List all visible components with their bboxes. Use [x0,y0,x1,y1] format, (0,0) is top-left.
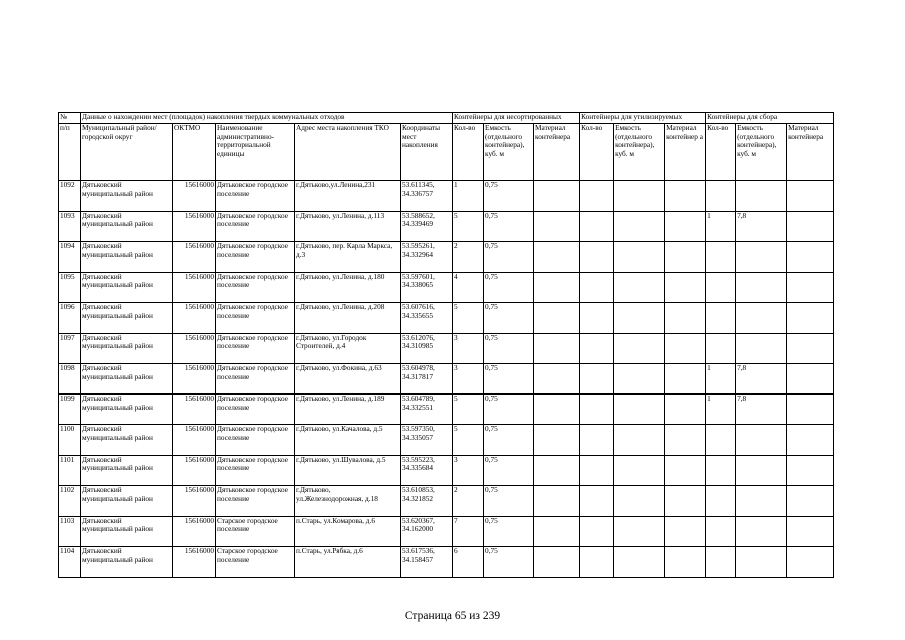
row-unsorted-material [534,425,580,456]
row-collect-material [787,394,834,425]
row-collect-capacity: 7,8 [736,364,787,395]
row-unsorted-material [534,486,580,517]
row-recycled-capacity [614,211,665,242]
header-district: Муниципальный район/городской округ [81,124,173,181]
row-recycled-material [665,425,706,456]
row-unsorted-material [534,394,580,425]
header-number: № [59,113,81,124]
row-district: Дятьковский муниципальный район [81,181,173,212]
row-unsorted-material [534,455,580,486]
row-collect-capacity [736,425,787,456]
header-group-unsorted: Контейнеры для несортированных [453,113,580,124]
header-recycled-material: Материал контейнер а [665,124,706,181]
row-oktmo: 15616000 [173,181,216,212]
row-recycled-capacity [614,455,665,486]
header-group-location: Данные о нахождении мест (площадок) накопления твердых коммунальных отходов [81,113,453,124]
table-row [59,516,834,547]
row-unsorted-capacity: 0,75 [484,211,534,242]
row-collect-material [787,333,834,364]
row-unsorted-material [534,547,580,578]
row-recycled-count [580,333,614,364]
table-row [59,242,834,273]
row-oktmo: 15616000 [173,211,216,242]
row-oktmo: 15616000 [173,486,216,517]
row-unit: Старское городское поселение [216,547,295,578]
row-number: 1100 [59,425,81,456]
row-coords: 53.610853, 34.321852 [401,486,453,517]
row-oktmo: 15616000 [173,272,216,303]
row-recycled-material [665,364,706,395]
row-oktmo: 15616000 [173,455,216,486]
row-unit: Дятьковское городское поселение [216,486,295,517]
row-collect-material [787,211,834,242]
row-recycled-count [580,516,614,547]
row-number: 1104 [59,547,81,578]
row-address: г.Дятьково, ул.Ленина, д.208 [295,303,401,334]
row-district: Дятьковский муниципальный район [81,486,173,517]
row-coords: 53.607616, 34.335655 [401,303,453,334]
row-recycled-capacity [614,181,665,212]
row-unit: Дятьковское городское поселение [216,425,295,456]
row-coords: 53.604789, 34.332551 [401,394,453,425]
row-collect-count [706,425,736,456]
row-coords: 53.620367, 34.162000 [401,516,453,547]
row-recycled-count [580,303,614,334]
row-district: Дятьковский муниципальный район [81,516,173,547]
row-coords: 53.597350, 34.335057 [401,425,453,456]
row-collect-capacity [736,242,787,273]
row-collect-material [787,425,834,456]
row-unit: Дятьковское городское поселение [216,455,295,486]
row-collect-count [706,486,736,517]
row-recycled-count [580,364,614,395]
row-collect-material [787,547,834,578]
row-number: 1095 [59,272,81,303]
row-address: г.Дятьково,ул.Ленина,231 [295,181,401,212]
row-collect-material [787,455,834,486]
row-collect-material [787,181,834,212]
row-oktmo: 15616000 [173,303,216,334]
row-recycled-capacity [614,425,665,456]
table-row [59,272,834,303]
row-collect-count [706,333,736,364]
row-unsorted-count: 5 [453,425,484,456]
row-unsorted-count: 3 [453,364,484,395]
row-collect-count [706,455,736,486]
row-unsorted-capacity: 0,75 [484,303,534,334]
row-recycled-count [580,272,614,303]
row-collect-material [787,516,834,547]
row-collect-capacity [736,516,787,547]
header-unsorted-material: Материал контейнера [534,124,580,181]
row-recycled-material [665,486,706,517]
row-recycled-count [580,211,614,242]
row-collect-material [787,486,834,517]
row-oktmo: 15616000 [173,394,216,425]
row-unsorted-capacity: 0,75 [484,455,534,486]
row-collect-material [787,272,834,303]
row-unit: Дятьковское городское поселение [216,272,295,303]
row-collect-count [706,242,736,273]
row-recycled-material [665,516,706,547]
row-recycled-capacity [614,516,665,547]
row-recycled-capacity [614,547,665,578]
row-collect-count [706,303,736,334]
row-unsorted-capacity: 0,75 [484,547,534,578]
row-address: г.Дятьково, ул.Железнодорожная, д.18 [295,486,401,517]
row-number: 1093 [59,211,81,242]
row-collect-material [787,242,834,273]
row-unsorted-count: 4 [453,272,484,303]
table-row [59,455,834,486]
row-oktmo: 15616000 [173,516,216,547]
row-recycled-count [580,486,614,517]
row-coords: 53.612076, 34.310985 [401,333,453,364]
header-coords: Координаты мест накопления [401,124,453,181]
row-unsorted-material [534,516,580,547]
row-unsorted-count: 2 [453,242,484,273]
row-recycled-capacity [614,272,665,303]
row-number: 1103 [59,516,81,547]
row-coords: 53.595261, 34.332964 [401,242,453,273]
row-district: Дятьковский муниципальный район [81,211,173,242]
row-unsorted-material [534,181,580,212]
header-unsorted-count: Кол-во [453,124,484,181]
row-unsorted-material [534,333,580,364]
row-unsorted-count: 2 [453,486,484,517]
row-number: 1094 [59,242,81,273]
row-number: 1099 [59,394,81,425]
row-oktmo: 15616000 [173,425,216,456]
row-recycled-count [580,455,614,486]
row-unsorted-count: 5 [453,303,484,334]
row-collect-material [787,303,834,334]
row-collect-count [706,516,736,547]
table-row [59,394,834,425]
row-number: 1098 [59,364,81,395]
row-recycled-count [580,181,614,212]
page-number: Страница 65 из 239 [404,610,501,622]
row-unsorted-capacity: 0,75 [484,333,534,364]
row-address: г.Дятьково, ул.Городок Строителей, д.4 [295,333,401,364]
table-row [59,364,834,395]
row-unsorted-count: 3 [453,333,484,364]
row-recycled-count [580,547,614,578]
row-number: 1096 [59,303,81,334]
row-unsorted-material [534,364,580,395]
row-number: 1092 [59,181,81,212]
row-oktmo: 15616000 [173,547,216,578]
row-collect-count: 1 [706,364,736,395]
header-collect-capacity: Емкость (отдельного контейнера), куб. м [736,124,787,181]
row-collect-capacity [736,455,787,486]
row-address: п.Старь, ул.Комарова, д.6 [295,516,401,547]
row-unsorted-material [534,303,580,334]
row-number: 1102 [59,486,81,517]
row-unit: Дятьковское городское поселение [216,303,295,334]
row-address: г.Дятьково, ул.Шувалова, д.5 [295,455,401,486]
row-unsorted-count: 7 [453,516,484,547]
row-recycled-material [665,547,706,578]
row-collect-capacity [736,333,787,364]
row-collect-capacity [736,181,787,212]
row-district: Дятьковский муниципальный район [81,394,173,425]
row-recycled-material [665,181,706,212]
row-district: Дятьковский муниципальный район [81,303,173,334]
row-district: Дятьковский муниципальный район [81,272,173,303]
row-recycled-count [580,242,614,273]
row-unsorted-capacity: 0,75 [484,425,534,456]
row-district: Дятьковский муниципальный район [81,333,173,364]
row-address: г.Дятьково, ул.Ленина, д.113 [295,211,401,242]
row-unsorted-material [534,211,580,242]
row-unit: Дятьковское городское поселение [216,364,295,395]
row-address: г.Дятьково, пер. Карла Маркса, д.3 [295,242,401,273]
header-recycled-capacity: Емкость (отдельного контейнера), куб. м [614,124,665,181]
row-collect-capacity [736,303,787,334]
row-recycled-material [665,455,706,486]
header-group-recycled: Контейнеры для утилизируемых [580,113,706,124]
row-unit: Дятьковское городское поселение [216,211,295,242]
table-row [59,486,834,517]
row-unsorted-material [534,272,580,303]
row-unsorted-count: 1 [453,181,484,212]
row-recycled-material [665,394,706,425]
row-collect-count: 1 [706,211,736,242]
row-unsorted-capacity: 0,75 [484,181,534,212]
row-unsorted-capacity: 0,75 [484,242,534,273]
header-oktmo: ОКТМО [173,124,216,181]
row-recycled-material [665,303,706,334]
row-coords: 53.604978, 34.317817 [401,364,453,395]
row-collect-count [706,272,736,303]
row-recycled-capacity [614,364,665,395]
row-collect-capacity: 7,8 [736,394,787,425]
header-unsorted-capacity: Емкость (отдельного контейнера), куб. м [484,124,534,181]
table-row [59,303,834,334]
row-address: г.Дятьково, ул.Фокина, д.63 [295,364,401,395]
row-coords: 53.611345, 34.336757 [401,181,453,212]
table-row [59,425,834,456]
table-row [59,333,834,364]
row-oktmo: 15616000 [173,242,216,273]
row-recycled-capacity [614,242,665,273]
header-group-collect: Контейнеры для сбора [706,113,834,124]
row-recycled-material [665,333,706,364]
row-recycled-capacity [614,486,665,517]
header-unit: Наименование административно-территориальной единицы [216,124,295,181]
row-district: Дятьковский муниципальный район [81,455,173,486]
row-unsorted-material [534,242,580,273]
row-unsorted-capacity: 0,75 [484,272,534,303]
row-unsorted-count: 3 [453,455,484,486]
row-oktmo: 15616000 [173,333,216,364]
row-collect-capacity [736,272,787,303]
row-district: Дятьковский муниципальный район [81,364,173,395]
row-unsorted-capacity: 0,75 [484,394,534,425]
row-unsorted-capacity: 0,75 [484,516,534,547]
row-address: г.Дятьково, ул.Ленина, д.180 [295,272,401,303]
row-collect-capacity [736,486,787,517]
row-recycled-material [665,242,706,273]
row-address: г.Дятьково, ул.Качалова, д.5 [295,425,401,456]
row-district: Дятьковский муниципальный район [81,242,173,273]
row-oktmo: 15616000 [173,364,216,395]
row-address: г.Дятьково, ул.Ленина, д.189 [295,394,401,425]
row-coords: 53.588652, 34.339469 [401,211,453,242]
row-recycled-capacity [614,333,665,364]
row-unit: Дятьковское городское поселение [216,181,295,212]
header-address: Адрес места накопления ТКО [295,124,401,181]
row-address: п.Старь, ул.Рябка, д.6 [295,547,401,578]
row-recycled-count [580,425,614,456]
row-collect-capacity: 7,8 [736,211,787,242]
row-unsorted-count: 5 [453,211,484,242]
table-row [59,547,834,578]
row-collect-count: 1 [706,394,736,425]
row-unit: Старское городское поселение [216,516,295,547]
row-unsorted-count: 6 [453,547,484,578]
row-collect-count [706,181,736,212]
row-recycled-material [665,211,706,242]
row-collect-material [787,364,834,395]
header-group-row [59,113,834,124]
row-district: Дятьковский муниципальный район [81,547,173,578]
header-collect-count: Кол-во [706,124,736,181]
row-unit: Дятьковское городское поселение [216,242,295,273]
row-recycled-capacity [614,303,665,334]
row-collect-capacity [736,547,787,578]
header-pp: п/п [59,124,81,181]
row-unsorted-capacity: 0,75 [484,486,534,517]
containers-table [58,112,834,578]
row-number: 1097 [59,333,81,364]
row-unit: Дятьковское городское поселение [216,394,295,425]
row-recycled-material [665,272,706,303]
row-unsorted-count: 5 [453,394,484,425]
row-collect-count [706,547,736,578]
table-body [59,181,834,578]
table-row [59,181,834,212]
row-unsorted-capacity: 0,75 [484,364,534,395]
row-recycled-count [580,394,614,425]
row-coords: 53.597601, 34.338065 [401,272,453,303]
row-number: 1101 [59,455,81,486]
table-row [59,211,834,242]
row-district: Дятьковский муниципальный район [81,425,173,456]
header-column-row [59,124,834,181]
row-unit: Дятьковское городское поселение [216,333,295,364]
row-coords: 53.595223, 34.335684 [401,455,453,486]
header-collect-material: Материал контейнера [787,124,834,181]
row-recycled-capacity [614,394,665,425]
header-recycled-count: Кол-во [580,124,614,181]
row-coords: 53.617536, 34.158457 [401,547,453,578]
